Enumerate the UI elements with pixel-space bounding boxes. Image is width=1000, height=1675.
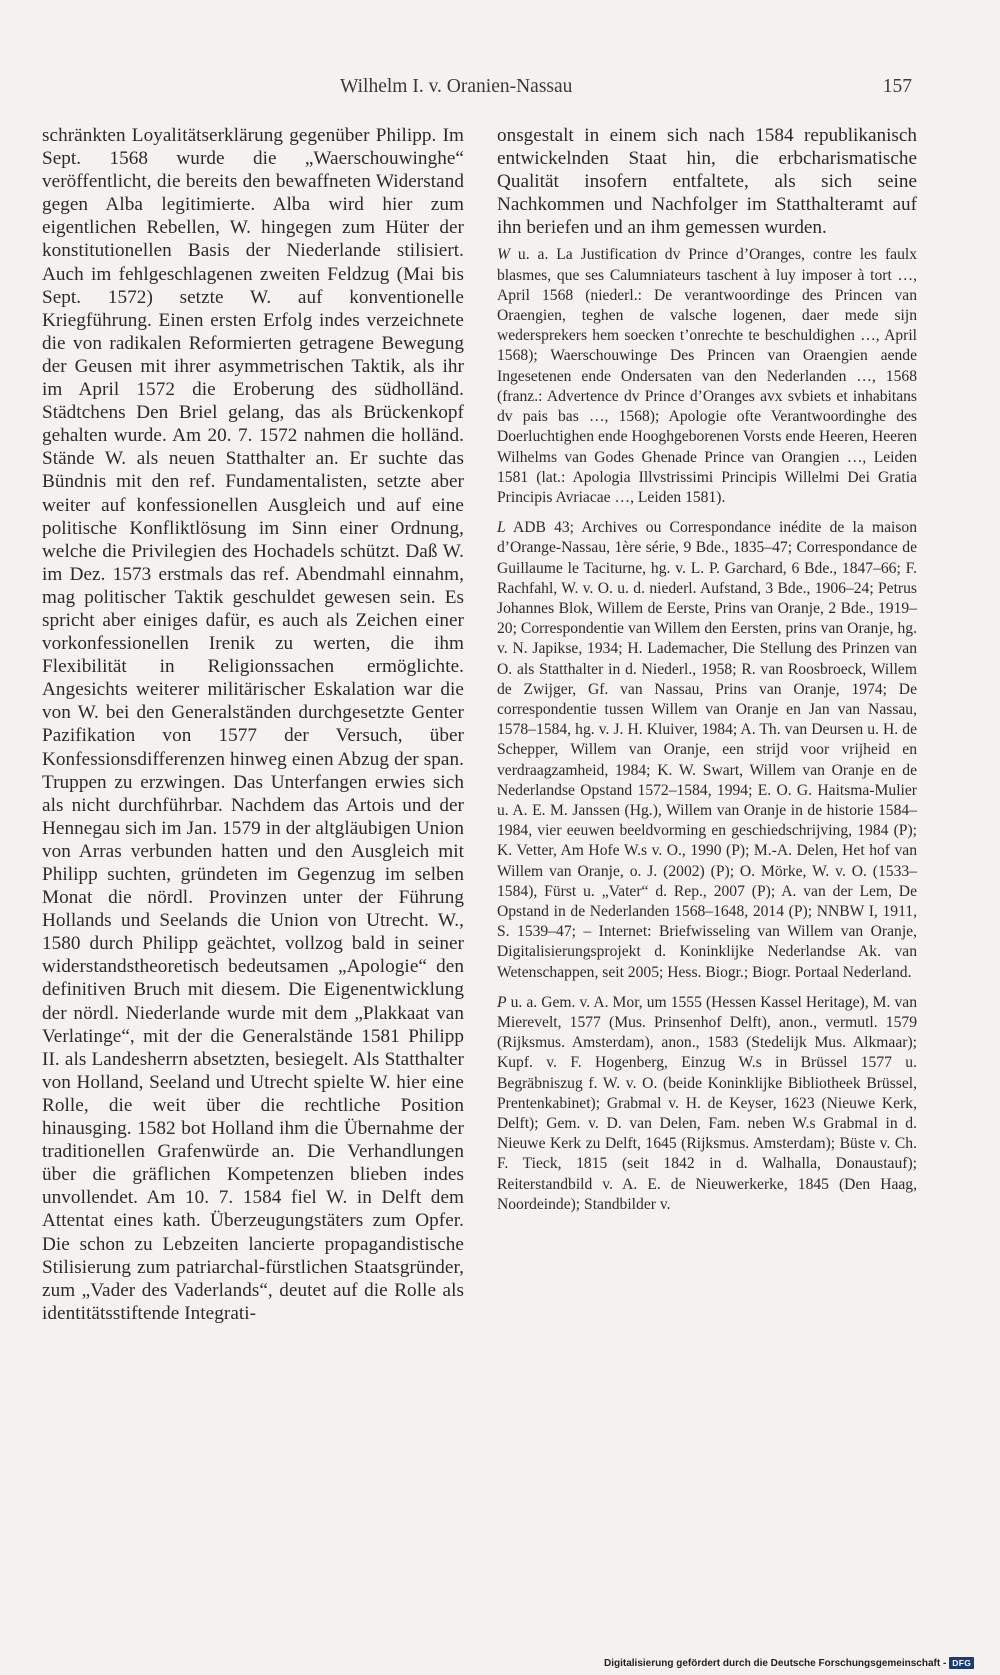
- running-header: [340, 76, 912, 98]
- digitization-footer: [604, 1657, 974, 1669]
- right-column: [497, 124, 917, 1225]
- body-paragraph: schränkten Loyalitätserklärung gegenüber Philipp. Im Sept. 1568 wurde die „Waerschouwinghe“ veröffentlicht, die bereits den bewaffneten Widerstand gegen Alba legitimierte. Alba wird hier zum eigentlichen Rebellen, W. hingegen zum Hüter der konstitutionellen Basis der Niederlande stilisiert. Auch im fehlgeschlagenen zweiten Feldzug (Mai bis Sept. 1572) setzte W. auf konventionelle Kriegführung. Einen ersten Erfolg indes verzeichnete die von radikalen Reformierten getragene Bewegung der Geusen mit ihrer asymmetrischen Taktik, als ihr im April 1572 die Eroberung des südholländ. Städtchens Den Briel gelang, das als Brückenkopf gehalten wurde. Am 20. 7. 1572 nahmen die holländ. Stände W. als neuen Statthalter an. Er suchte das Bündnis mit den ref. Fundamentalisten, setzte aber weiter auf konfessionellen Ausgleich und auf eine politische Konfliktlösung im Sinn einer Ordnung, welche die Privilegien des Hochadels schützt. Daß W. im Dez. 1573 erstmals das ref. Abendmahl einnahm, mag politischer Taktik geschuldet gewesen sein. Es spricht aber einiges dafür, es auch als Zeichen einer vorkonfessionellen Irenik zu werten, die ihm Flexibilität in Religionssachen ermöglichte. Angesichts weiterer militärischer Eskalation war die von W. bei den Generalständen durchgesetzte Genter Pazifikation von 1577 der Versuch, über Konfessionsdifferenzen hinweg einen Abzug der span. Truppen zu erzwingen. Das Unterfangen erwies sich als nicht durchführbar. Nachdem das Artois und der Hennegau sich im Jan. 1579 in der altgläubigen Union von Arras verbunden hatten und den Ausgleich mit Philipp suchten, gründeten im Gegenzug im selben Monat die nördl. Provinzen unter der Führung Hollands und Seelands die Union von Utrecht. W., 1580 durch Philipp geächtet, vollzog bald in seiner widerstandstheoretisch bedeutsamen „Apologie“ den definitiven Bruch mit diesem. Die Eigenentwicklung der nördl. Niederlande wurde mit dem „Plakkaat van Verlatinge“, mit der die Generalstände 1581 Philipp II. als Landesherrn absetzten, besiegelt. Als Statthalter von Holland, Seeland und Utrecht spielte W. hier eine Rolle, die weit über die rechtliche Position hinausging. 1582 bot Holland ihm die Übernahme der traditionellen Grafenwürde an. Die Verhandlungen über die gräflichen Kompetenzen blieben indes unvollendet. Am 10. 7. 1584 fiel W. in Delft dem Attentat eines kath. Überzeugungstäters zum Opfer. Die schon zu Lebzeiten lancierte propagandistische Stilisierung zum patriarchal-fürstlichen Staatsgründer, zum „Vader des Vaderlands“, deutet auf die Rolle als identitätsstiftende Integrati-: [42, 125, 464, 1324]
- left-column: [42, 124, 464, 1325]
- running-title: Wilhelm I. v. Oranien-Nassau: [340, 76, 573, 97]
- page-number: 157: [882, 76, 912, 97]
- literature-lead: L: [497, 519, 506, 537]
- portraits-lead: P: [497, 993, 507, 1011]
- portraits-section: [497, 993, 917, 1215]
- dfg-logo: DFG: [949, 1657, 974, 1669]
- works-text: u. a. La Justification dv Prince d’Oranges, contre les faulx blasmes, que ses Calumniateurs taschent à luy imposer à tort …, April 1568 (niederl.: De verantwoordinge des Princen van Oraengien, teghen de valsche logenen, daer mede sijn wedersprekers hem soecken t’onrechte te beschuldighen …, April 1568); Waerschouwinge Des Princen van Oraengien aende Ingesetenen ende Ondersaten van den Nederlanden …, 1568 (franz.: Advertence dv Prince d’Oranges avx svbiets et inhabitans dv pais bas …, 1568); Apologie ofte Verantwoordinghe des Doerluchtighen ende Hooghgeborenen Vorsts ende Heeren, Heeren Wilhelms van Godes Ghenade Prince van Orangien …, Leiden 1581 (lat.: Apologia Illvstrissimi Principis Willelmi Dei Gratia Principis Avriacae …, Leiden 1581).: [497, 246, 917, 506]
- portraits-text: u. a. Gem. v. A. Mor, um 1555 (Hessen Kassel Heritage), M. van Mierevelt, 1577 (Mus. Prinsenhof Delft), anon., vermutl. 1579 (Rijksmus. Amsterdam), anon., 1583 (Stedelijk Mus. Alkmaar); Kupf. v. F. Hogenberg, Einzug W.s in Brüssel 1577 u. Begräbniszug f. W. v. O. (beide Koninklijke Bibliotheek Brüssel, Prentenkabinet); Grabmal v. H. de Keyser, 1623 (Nieuwe Kerk, Delft); Gem. v. D. van Delen, Fam. neben W.s Grabmal in d. Nieuwe Kerk zu Delft, 1645 (Rijksmus. Amsterdam); Büste v. Ch. F. Tieck, 1815 (seit 1842 in d. Walhalla, Donaustauf); Reiterstandbild v. A. E. de Nieuwerkerke, 1845 (Den Haag, Noordeinde); Standbilder v.: [497, 993, 917, 1213]
- body-paragraph-continued: onsgestalt in einem sich nach 1584 republikanisch entwickelnden Staat hin, die erbcharismatische Qualität insofern entfaltete, als sich seine Nachkommen und Nachfolger im Statthalteramt auf ihn beriefen und an ihm gemessen wurden.: [497, 125, 917, 239]
- literature-section: [497, 518, 917, 983]
- footer-text: Digitalisierung gefördert durch die Deutsche Forschungsgemeinschaft -: [604, 1657, 947, 1669]
- works-section: [497, 245, 917, 508]
- works-lead: W: [497, 246, 510, 264]
- literature-text: ADB 43; Archives ou Correspondance inédite de la maison d’Orange-Nassau, 1ère série, 9 Bde., 1835–47; Correspondance de Guillaume le Taciturne, hg. v. L. P. Garchard, 6 Bde., 1847–66; F. Rachfahl, W. v. O. u. d. niederl. Aufstand, 3 Bde., 1906–24; Petrus Johannes Blok, Willem de Eerste, Prins van Oranje, 2 Bde., 1919–20; Correspondentie van Willem den Eersten, prins van Oranje, hg. v. N. Japikse, 1934; H. Lademacher, Die Stellung des Prinzen van O. als Statthalter in d. Niederl., 1958; R. van Roosbroeck, Willem de Zwijger, Gf. van Nassau, Prins van Oranje, 1974; De correspondentie tussen Willem van Oranje en Jan van Nassau, 1578–1584, hg. v. J. H. Kluiver, 1984; A. Th. van Deursen u. H. de Schepper, Willem van Oranje, een strijd voor vrijheid en verdraagzamheid, 1984; K. W. Swart, Willem van Oranje en de Nederlandse Opstand 1572–1584, 1994; E. O. G. Haitsma-Mulier u. A. E. M. Janssen (Hg.), Willem van Oranje in de historie 1584–1984, vier eeuwen beeldvorming en geschiedschrijving, 1984 (P); K. Vetter, Am Hofe W.s v. O., 1990 (P); M.-A. Delen, Het hof van Willem van Oranje, o. J. (2002) (P); O. Mörke, W. v. O. (1533–1584), Fürst u. „Vater“ d. Rep., 2007 (P); A. van der Lem, De Opstand in de Nederlanden 1568–1648, 2014 (P); NNBW I, 1911, S. 1539–47; – Internet: Briefwisseling van Willem van Oranje, Digitalisierungsprojekt d. Koninklijke Nederlandse Ak. van Wetenschappen, seit 2005; Hess. Biogr.; Biogr. Portaal Nederland.: [497, 519, 917, 981]
